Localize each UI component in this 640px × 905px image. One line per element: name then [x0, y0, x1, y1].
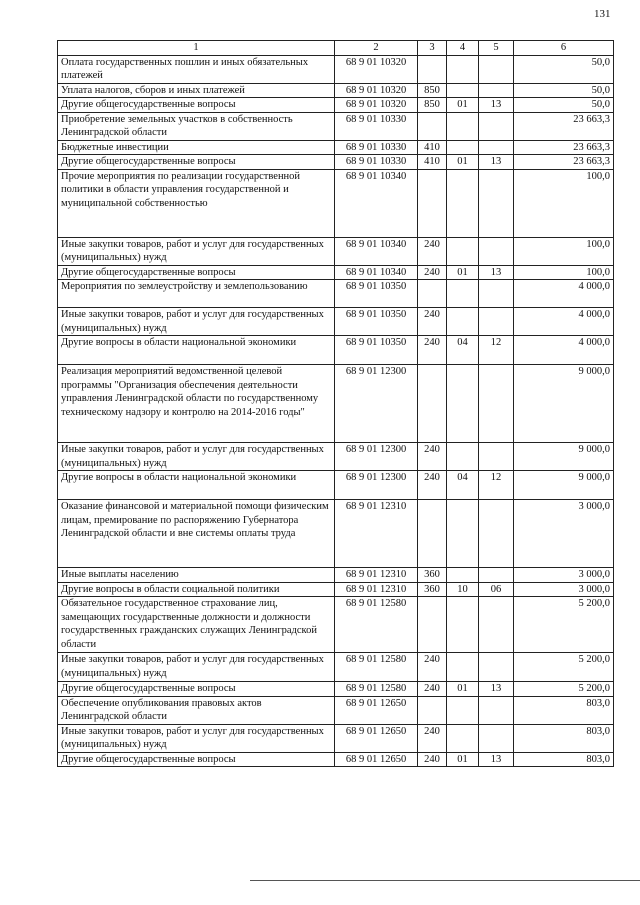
row-vr: 240	[418, 308, 447, 336]
row-rz	[447, 724, 479, 752]
row-amount: 23 663,3	[514, 112, 614, 140]
table-row	[58, 365, 614, 443]
row-code: 68 9 01 12300	[335, 365, 418, 443]
row-vr	[418, 55, 447, 83]
row-name: Другие вопросы в области национальной экономики	[58, 471, 335, 500]
row-code: 68 9 01 12580	[335, 597, 418, 653]
row-code: 68 9 01 10330	[335, 155, 418, 170]
row-rz: 01	[447, 98, 479, 113]
row-amount: 3 000,0	[514, 568, 614, 583]
row-rz: 10	[447, 582, 479, 597]
row-pr	[479, 365, 514, 443]
row-pr	[479, 696, 514, 724]
row-code: 68 9 01 10320	[335, 98, 418, 113]
row-amount: 23 663,3	[514, 140, 614, 155]
row-vr: 240	[418, 443, 447, 471]
row-pr	[479, 169, 514, 237]
row-vr	[418, 280, 447, 308]
row-name: Другие вопросы в области социальной политики	[58, 582, 335, 597]
row-code: 68 9 01 10340	[335, 237, 418, 265]
row-vr	[418, 597, 447, 653]
row-rz	[447, 696, 479, 724]
row-code: 68 9 01 10350	[335, 280, 418, 308]
page-number: 131	[594, 8, 611, 20]
table-row	[58, 500, 614, 568]
row-vr: 850	[418, 83, 447, 98]
row-amount: 23 663,3	[514, 155, 614, 170]
table-header-row	[58, 41, 614, 56]
table-row	[58, 597, 614, 653]
row-rz: 01	[447, 682, 479, 697]
row-rz	[447, 237, 479, 265]
col-header-6: 6	[514, 41, 614, 56]
row-rz	[447, 308, 479, 336]
row-rz	[447, 597, 479, 653]
row-code: 68 9 01 12310	[335, 568, 418, 583]
row-name: Бюджетные инвестиции	[58, 140, 335, 155]
table-row	[58, 682, 614, 697]
row-vr: 240	[418, 336, 447, 365]
row-pr	[479, 83, 514, 98]
row-code: 68 9 01 12650	[335, 696, 418, 724]
row-name: Иные закупки товаров, работ и услуг для государственных (муниципальных) нужд	[58, 653, 335, 682]
row-name: Мероприятия по землеустройству и землепользованию	[58, 280, 335, 308]
row-rz	[447, 500, 479, 568]
table-row	[58, 724, 614, 752]
row-rz	[447, 55, 479, 83]
row-code: 68 9 01 12310	[335, 500, 418, 568]
row-vr: 410	[418, 140, 447, 155]
row-rz	[447, 443, 479, 471]
row-rz	[447, 112, 479, 140]
row-pr: 13	[479, 98, 514, 113]
row-code: 68 9 01 10340	[335, 169, 418, 237]
row-vr: 240	[418, 471, 447, 500]
row-amount: 50,0	[514, 83, 614, 98]
row-rz: 01	[447, 155, 479, 170]
row-pr	[479, 500, 514, 568]
row-pr	[479, 237, 514, 265]
row-vr	[418, 500, 447, 568]
row-rz	[447, 568, 479, 583]
row-vr	[418, 365, 447, 443]
row-name: Другие общегосударственные вопросы	[58, 265, 335, 280]
row-amount: 100,0	[514, 169, 614, 237]
table-row	[58, 280, 614, 308]
row-vr: 240	[418, 682, 447, 697]
table-row	[58, 112, 614, 140]
col-header-5: 5	[479, 41, 514, 56]
row-code: 68 9 01 10330	[335, 112, 418, 140]
table-row	[58, 265, 614, 280]
row-name: Другие общегосударственные вопросы	[58, 98, 335, 113]
budget-table	[57, 40, 614, 767]
row-vr: 360	[418, 582, 447, 597]
row-pr	[479, 308, 514, 336]
row-name: Иные закупки товаров, работ и услуг для государственных (муниципальных) нужд	[58, 443, 335, 471]
row-rz	[447, 365, 479, 443]
row-name: Уплата налогов, сборов и иных платежей	[58, 83, 335, 98]
row-name: Другие общегосударственные вопросы	[58, 155, 335, 170]
row-pr: 13	[479, 682, 514, 697]
row-amount: 5 200,0	[514, 682, 614, 697]
row-code: 68 9 01 12580	[335, 682, 418, 697]
table-row	[58, 443, 614, 471]
row-amount: 9 000,0	[514, 365, 614, 443]
row-code: 68 9 01 12310	[335, 582, 418, 597]
table-row	[58, 83, 614, 98]
row-name: Обязательное государственное страхование лиц, замещающих государственные должности и должности государственных гражданских служащих Ленинградской области	[58, 597, 335, 653]
row-amount: 803,0	[514, 724, 614, 752]
row-amount: 100,0	[514, 237, 614, 265]
row-name: Иные выплаты населению	[58, 568, 335, 583]
table-row	[58, 140, 614, 155]
row-rz: 01	[447, 265, 479, 280]
row-pr: 13	[479, 752, 514, 767]
row-amount: 9 000,0	[514, 471, 614, 500]
row-pr	[479, 724, 514, 752]
row-amount: 50,0	[514, 55, 614, 83]
row-pr	[479, 140, 514, 155]
row-rz: 01	[447, 752, 479, 767]
bottom-rule	[250, 880, 640, 881]
row-code: 68 9 01 10320	[335, 55, 418, 83]
table-body	[58, 55, 614, 767]
row-name: Иные закупки товаров, работ и услуг для государственных (муниципальных) нужд	[58, 308, 335, 336]
col-header-3: 3	[418, 41, 447, 56]
col-header-1: 1	[58, 41, 335, 56]
row-rz: 04	[447, 471, 479, 500]
row-code: 68 9 01 12300	[335, 443, 418, 471]
col-header-2: 2	[335, 41, 418, 56]
table-row	[58, 98, 614, 113]
row-pr	[479, 112, 514, 140]
row-pr: 12	[479, 471, 514, 500]
table-row	[58, 55, 614, 83]
row-pr	[479, 55, 514, 83]
table-row	[58, 471, 614, 500]
row-rz	[447, 140, 479, 155]
row-code: 68 9 01 10320	[335, 83, 418, 98]
row-pr: 13	[479, 265, 514, 280]
row-pr: 13	[479, 155, 514, 170]
row-name: Другие вопросы в области национальной экономики	[58, 336, 335, 365]
row-amount: 9 000,0	[514, 443, 614, 471]
row-vr	[418, 169, 447, 237]
row-vr	[418, 696, 447, 724]
table-row	[58, 568, 614, 583]
row-name: Иные закупки товаров, работ и услуг для государственных (муниципальных) нужд	[58, 237, 335, 265]
row-vr: 360	[418, 568, 447, 583]
row-name: Прочие мероприятия по реализации государственной политики в области управления государственной и муниципальной собственностью	[58, 169, 335, 237]
table-row	[58, 169, 614, 237]
row-pr	[479, 280, 514, 308]
row-name: Оказание финансовой и материальной помощи физическим лицам, премирование по распоряжению Губернатора Ленинградской области и вне системы оплаты труда	[58, 500, 335, 568]
row-code: 68 9 01 12580	[335, 653, 418, 682]
row-amount: 803,0	[514, 696, 614, 724]
row-rz	[447, 280, 479, 308]
row-vr: 240	[418, 752, 447, 767]
row-code: 68 9 01 12300	[335, 471, 418, 500]
row-vr: 240	[418, 724, 447, 752]
row-name: Другие общегосударственные вопросы	[58, 682, 335, 697]
row-rz: 04	[447, 336, 479, 365]
row-pr: 06	[479, 582, 514, 597]
row-rz	[447, 83, 479, 98]
table-row	[58, 696, 614, 724]
table-row	[58, 336, 614, 365]
row-name: Иные закупки товаров, работ и услуг для государственных (муниципальных) нужд	[58, 724, 335, 752]
row-vr	[418, 112, 447, 140]
row-rz	[447, 653, 479, 682]
row-name: Другие общегосударственные вопросы	[58, 752, 335, 767]
table-row	[58, 155, 614, 170]
row-rz	[447, 169, 479, 237]
row-pr	[479, 443, 514, 471]
row-name: Обеспечение опубликования правовых актов Ленинградской области	[58, 696, 335, 724]
row-code: 68 9 01 12650	[335, 752, 418, 767]
row-vr: 240	[418, 265, 447, 280]
row-amount: 5 200,0	[514, 597, 614, 653]
row-code: 68 9 01 10330	[335, 140, 418, 155]
row-vr: 850	[418, 98, 447, 113]
row-amount: 3 000,0	[514, 500, 614, 568]
col-header-4: 4	[447, 41, 479, 56]
row-amount: 4 000,0	[514, 336, 614, 365]
row-amount: 4 000,0	[514, 280, 614, 308]
row-pr	[479, 568, 514, 583]
row-pr: 12	[479, 336, 514, 365]
row-amount: 4 000,0	[514, 308, 614, 336]
row-name: Реализация мероприятий ведомственной целевой программы "Организация обеспечения деятельности управления Ленинградской области по государственному техническому надзору и контролю на 2014-2016 годы"	[58, 365, 335, 443]
row-amount: 803,0	[514, 752, 614, 767]
row-amount: 100,0	[514, 265, 614, 280]
row-code: 68 9 01 10350	[335, 336, 418, 365]
table-row	[58, 582, 614, 597]
row-code: 68 9 01 12650	[335, 724, 418, 752]
row-name: Приобретение земельных участков в собственность Ленинградской области	[58, 112, 335, 140]
table-row	[58, 752, 614, 767]
row-amount: 3 000,0	[514, 582, 614, 597]
table-row	[58, 237, 614, 265]
row-code: 68 9 01 10350	[335, 308, 418, 336]
row-pr	[479, 597, 514, 653]
row-code: 68 9 01 10340	[335, 265, 418, 280]
row-amount: 5 200,0	[514, 653, 614, 682]
table-row	[58, 308, 614, 336]
table-row	[58, 653, 614, 682]
row-vr: 410	[418, 155, 447, 170]
row-pr	[479, 653, 514, 682]
row-vr: 240	[418, 653, 447, 682]
row-amount: 50,0	[514, 98, 614, 113]
row-name: Оплата государственных пошлин и иных обязательных платежей	[58, 55, 335, 83]
row-vr: 240	[418, 237, 447, 265]
